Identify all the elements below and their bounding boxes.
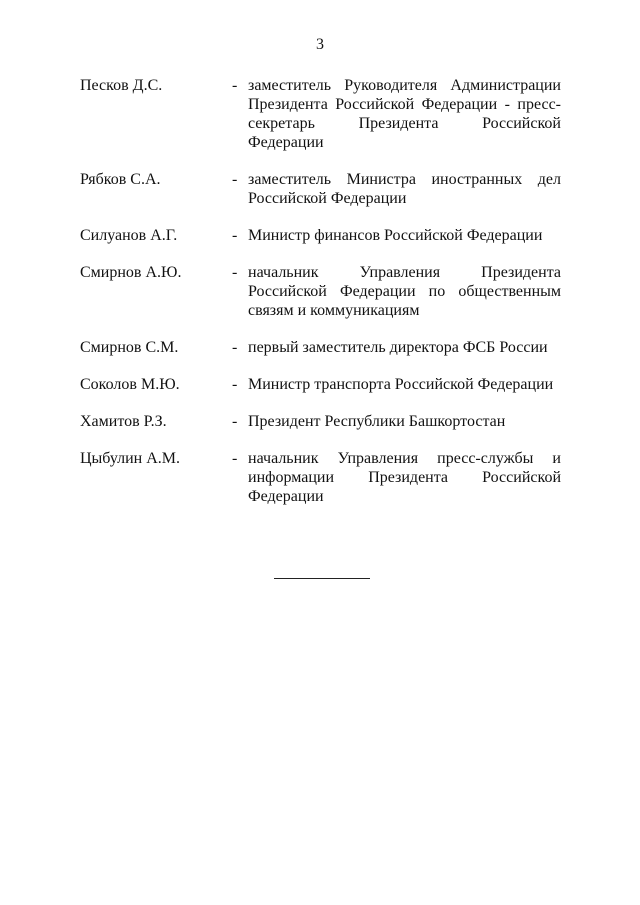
roster-entry	[0, 449, 640, 506]
dash-separator: -	[232, 264, 238, 281]
person-position: начальник Управления пресс-службы и информации Президента Российской Федерации	[248, 450, 561, 505]
page-number: 3	[316, 36, 324, 53]
roster-entry	[0, 338, 640, 357]
person-position: Министр финансов Российской Федерации	[248, 227, 543, 244]
roster-entry	[0, 375, 640, 394]
dash-separator: -	[232, 450, 238, 467]
dash-separator: -	[232, 227, 238, 244]
roster-entry	[0, 226, 640, 245]
person-name: Песков Д.С.	[80, 77, 163, 94]
dash-separator: -	[232, 77, 238, 94]
person-name: Соколов М.Ю.	[80, 376, 180, 393]
person-name: Рябков С.А.	[80, 171, 161, 188]
roster-list	[0, 76, 640, 506]
roster-entry	[0, 263, 640, 320]
roster-entry	[0, 170, 640, 208]
person-position: Министр транспорта Российской Федерации	[248, 376, 554, 393]
dash-separator: -	[232, 376, 238, 393]
person-name: Цыбулин А.М.	[80, 450, 181, 467]
person-name: Смирнов С.М.	[80, 339, 179, 356]
person-position: Президент Республики Башкортостан	[248, 413, 506, 430]
person-position: первый заместитель директора ФСБ России	[248, 339, 548, 356]
dash-separator: -	[232, 171, 238, 188]
roster-entry	[0, 412, 640, 431]
person-position: заместитель Министра иностранных дел Российской Федерации	[248, 171, 561, 207]
person-name: Силуанов А.Г.	[80, 227, 178, 244]
person-position: начальник Управления Президента Российской Федерации по общественным связям и коммуникациям	[248, 264, 561, 319]
roster-entry	[0, 76, 640, 152]
end-separator-line	[274, 578, 370, 579]
dash-separator: -	[232, 339, 238, 356]
person-name: Хамитов Р.З.	[80, 413, 167, 430]
person-position: заместитель Руководителя Администрации Президента Российской Федерации - пресс-секретарь Президента Российской Федерации	[248, 77, 561, 151]
person-name: Смирнов А.Ю.	[80, 264, 182, 281]
dash-separator: -	[232, 413, 238, 430]
